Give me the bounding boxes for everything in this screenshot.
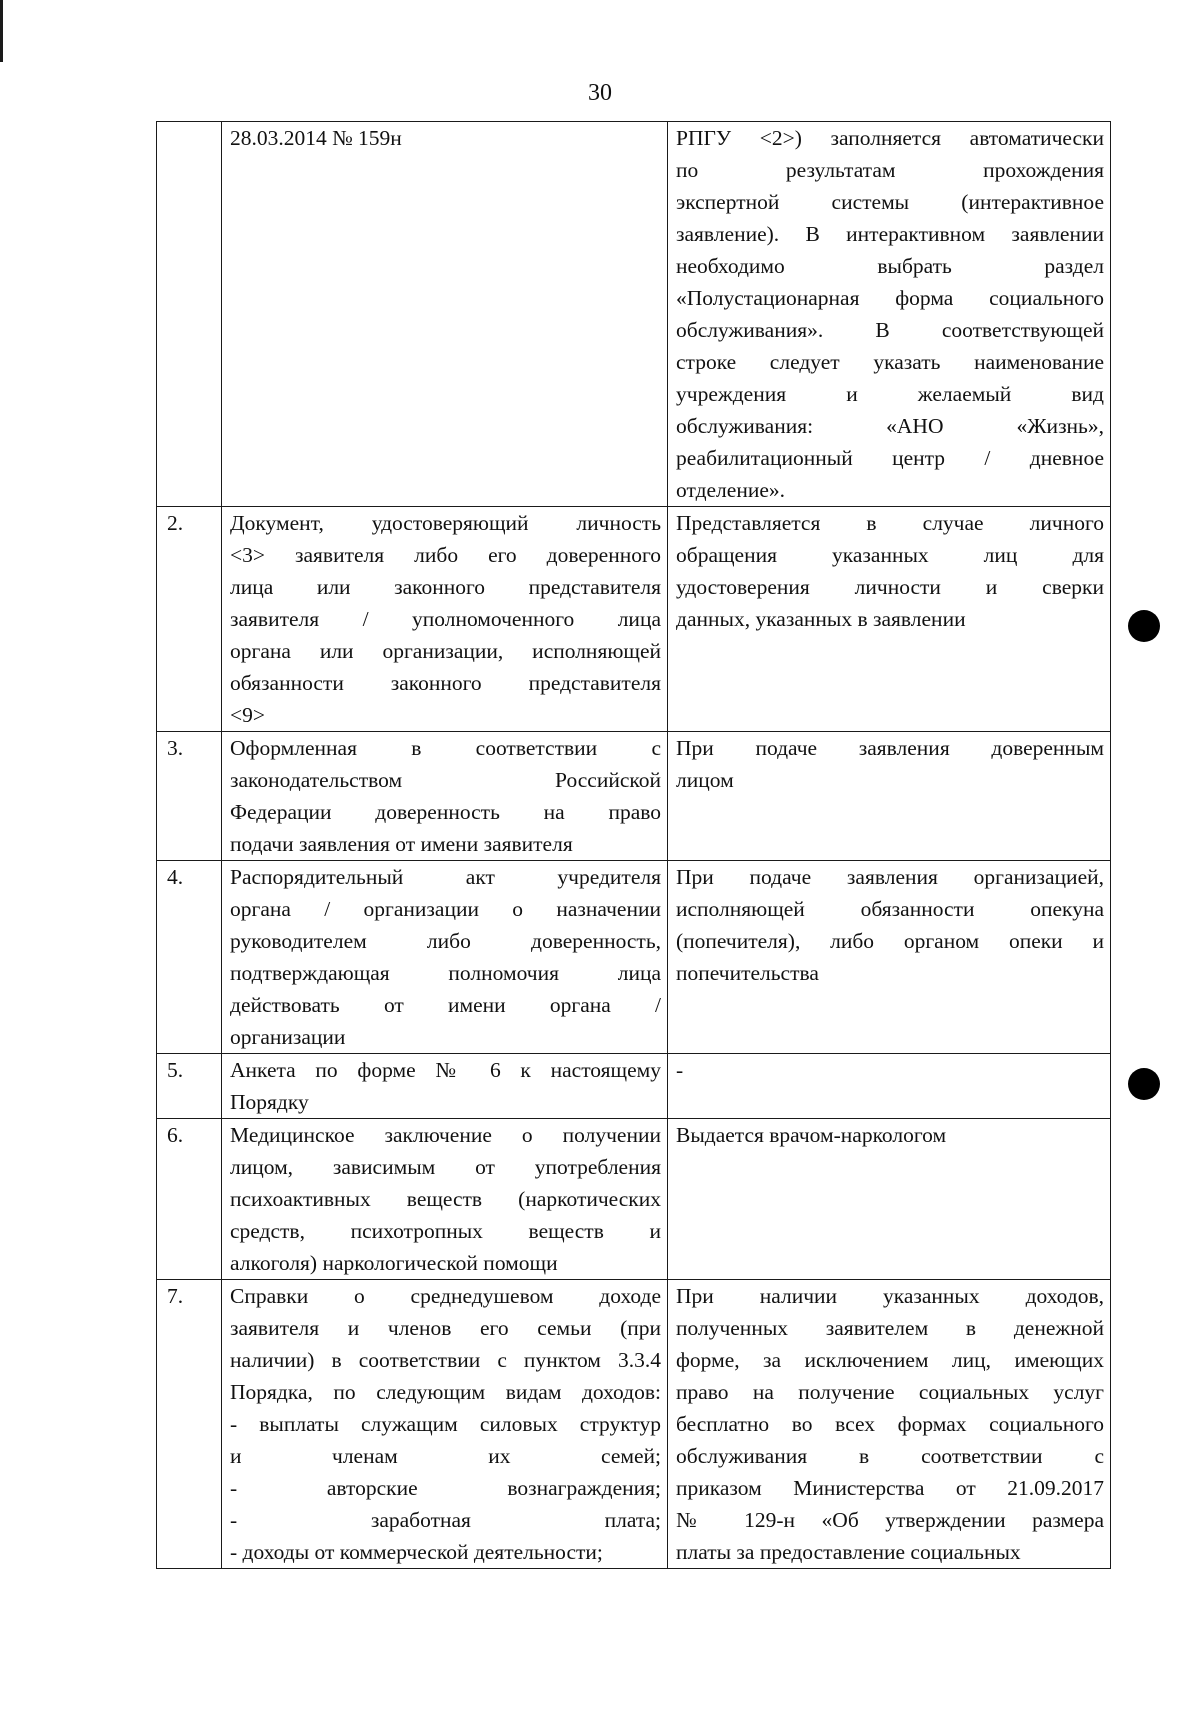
note-cell <box>668 122 1111 507</box>
text-line: реабилитационный центр / дневное <box>676 446 1104 470</box>
text-line: органа / организации о назначении <box>230 897 661 921</box>
text-line: Распорядительный акт учредителя <box>230 865 661 889</box>
text-line: - авторские вознаграждения; <box>230 1476 661 1500</box>
text-line: лицом <box>676 768 734 792</box>
binder-hole-mark <box>1128 610 1160 642</box>
text-line: лица или законного представителя <box>230 575 661 599</box>
document-cell <box>222 122 668 507</box>
text-line: - заработная плата; <box>230 1508 661 1532</box>
text-line: приказом Министерства от 21.09.2017 <box>676 1476 1104 1500</box>
document-cell <box>222 1054 668 1119</box>
table-row <box>157 1119 1111 1280</box>
text-line: Федерации доверенность на право <box>230 800 661 824</box>
note-cell <box>668 1054 1111 1119</box>
text-line: подачи заявления от имени заявителя <box>230 832 573 856</box>
text-line: учреждения и желаемый вид <box>676 382 1104 406</box>
note-cell <box>668 507 1111 732</box>
text-line: Медицинское заключение о получении <box>230 1123 661 1147</box>
text-line: Анкета по форме № 6 к настоящему <box>230 1058 661 1082</box>
row-number-cell: 3. <box>157 732 222 861</box>
text-line: При подаче заявления доверенным <box>676 736 1104 760</box>
text-line: руководителем либо доверенность, <box>230 929 661 953</box>
row-number-cell: 2. <box>157 507 222 732</box>
documents-table-body <box>157 122 1111 1569</box>
text-line: действовать от имени органа / <box>230 993 661 1017</box>
binder-hole-mark <box>1128 1068 1160 1100</box>
text-line: право на получение социальных услуг <box>676 1380 1104 1404</box>
text-line: бесплатно во всех формах социального <box>676 1412 1104 1436</box>
text-line: организации <box>230 1025 346 1049</box>
row-number-cell: 6. <box>157 1119 222 1280</box>
text-line: заявителя / уполномоченного лица <box>230 607 661 631</box>
table-row <box>157 1280 1111 1569</box>
table-row <box>157 732 1111 861</box>
document-cell <box>222 1280 668 1569</box>
table-row <box>157 507 1111 732</box>
table-row <box>157 1054 1111 1119</box>
text-line: форме, за исключением лиц, имеющих <box>676 1348 1104 1372</box>
table-row <box>157 861 1111 1054</box>
row-number-cell <box>157 122 222 507</box>
text-line: Документ, удостоверяющий личность <box>230 511 661 535</box>
text-line: по результатам прохождения <box>676 158 1104 182</box>
row-number-cell: 4. <box>157 861 222 1054</box>
text-line: <9> <box>230 703 266 727</box>
text-line: необходимо выбрать раздел <box>676 254 1104 278</box>
text-line: При наличии указанных доходов, <box>676 1284 1104 1308</box>
text-line: При подаче заявления организацией, <box>676 865 1104 889</box>
text-line: обслуживания: «АНО «Жизнь», <box>676 414 1104 438</box>
text-line: экспертной системы (интерактивное <box>676 190 1104 214</box>
documents-table <box>156 121 1111 1569</box>
text-line: Порядку <box>230 1090 309 1114</box>
document-cell <box>222 1119 668 1280</box>
text-line: заявителя и членов его семьи (при <box>230 1316 661 1340</box>
note-cell <box>668 1280 1111 1569</box>
text-line: заявление). В интерактивном заявлении <box>676 222 1104 246</box>
scan-edge-line <box>0 0 3 62</box>
text-line: средств, психотропных веществ и <box>230 1219 661 1243</box>
text-line: алкоголя) наркологической помощи <box>230 1251 558 1275</box>
row-number-cell: 5. <box>157 1054 222 1119</box>
text-line: лицом, зависимым от употребления <box>230 1155 661 1179</box>
page-number: 30 <box>588 80 612 106</box>
text-line: и членам их семей; <box>230 1444 661 1468</box>
note-cell <box>668 732 1111 861</box>
text-line: отделение». <box>676 478 786 502</box>
text-line: (попечителя), либо органом опеки и <box>676 929 1104 953</box>
text-line: попечительства <box>676 961 819 985</box>
text-line: Выдается врачом-наркологом <box>676 1123 947 1147</box>
text-line: обслуживания». В соответствующей <box>676 318 1104 342</box>
text-line: обслуживания в соответствии с <box>676 1444 1104 1468</box>
text-line: <3> заявителя либо его доверенного <box>230 543 661 567</box>
text-line: Справки о среднедушевом доходе <box>230 1284 661 1308</box>
text-line: обращения указанных лиц для <box>676 543 1104 567</box>
document-cell <box>222 507 668 732</box>
text-line: РПГУ <2>) заполняется автоматически <box>676 126 1104 150</box>
text-line: исполняющей обязанности опекуна <box>676 897 1104 921</box>
text-line: полученных заявителем в денежной <box>676 1316 1104 1340</box>
text-line: наличии) в соответствии с пунктом 3.3.4 <box>230 1348 661 1372</box>
text-line: «Полустационарная форма социального <box>676 286 1104 310</box>
note-cell <box>668 1119 1111 1280</box>
text-line: удостоверения личности и сверки <box>676 575 1104 599</box>
text-line: психоактивных веществ (наркотических <box>230 1187 661 1211</box>
text-line: Порядка, по следующим видам доходов: <box>230 1380 661 1404</box>
text-line: строке следует указать наименование <box>676 350 1104 374</box>
text-line: данных, указанных в заявлении <box>676 607 966 631</box>
text-line: Представляется в случае личного <box>676 511 1104 535</box>
text-line: - выплаты служащим силовых структур <box>230 1412 661 1436</box>
text-line: № 129-н «Об утверждении размера <box>676 1508 1104 1532</box>
document-cell <box>222 861 668 1054</box>
table-row <box>157 122 1111 507</box>
text-line: 28.03.2014 № 159н <box>230 126 402 150</box>
text-line: законодательством Российской <box>230 768 661 792</box>
text-line: органа или организации, исполняющей <box>230 639 661 663</box>
text-line: подтверждающая полномочия лица <box>230 961 661 985</box>
text-line: платы за предоставление социальных <box>676 1540 1021 1564</box>
text-line: - доходы от коммерческой деятельности; <box>230 1540 603 1564</box>
text-line: обязанности законного представителя <box>230 671 661 695</box>
text-line: Оформленная в соответствии с <box>230 736 661 760</box>
text-line: - <box>676 1058 684 1082</box>
document-cell <box>222 732 668 861</box>
note-cell <box>668 861 1111 1054</box>
row-number-cell: 7. <box>157 1280 222 1569</box>
